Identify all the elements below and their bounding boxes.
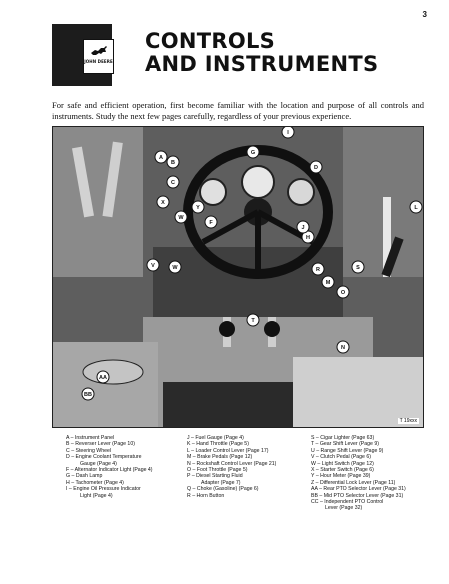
svg-text:W: W [172, 265, 178, 271]
legend-item: T – Gear Shift Lever (Page 9) [311, 441, 379, 448]
legend-item: V – Clutch Pedal (Page 6) [311, 454, 372, 461]
legend-item: C – Steering Wheel [66, 447, 111, 454]
page-number: 3 [422, 10, 427, 19]
legend-column-2 [187, 435, 311, 512]
svg-text:X: X [161, 200, 165, 206]
legend-item: G – Dash Lamp [66, 473, 103, 480]
svg-text:J: J [301, 225, 305, 231]
legend-item: R – Horn Button [187, 492, 225, 499]
svg-text:BB: BB [84, 392, 92, 398]
legend-item: M – Brake Pedals (Page 12) [187, 454, 253, 461]
john-deere-logo [83, 39, 114, 74]
legend-item: Z – Differential Lock Lever (Page 11) [311, 479, 396, 486]
legend-item: F – Alternator Indicator Light (Page 4) [66, 467, 153, 474]
legend-item: X – Starter Switch (Page 6) [311, 467, 374, 474]
legend-item: B – Reverser Lever (Page 10) [66, 441, 135, 448]
svg-text:T: T [251, 318, 255, 324]
title-line-2: AND INSTRUMENTS [145, 52, 379, 76]
callout-legend [66, 435, 436, 512]
controls-illustration [53, 127, 423, 427]
legend-item: BB – Mid PTO Selector Lever (Page 31) [311, 492, 404, 499]
tractor-controls-photo [52, 126, 424, 428]
figure-id: T 19xxx [399, 418, 417, 424]
svg-text:W: W [178, 215, 184, 221]
legend-item: O – Foot Throttle (Page 5) [187, 467, 248, 474]
legend-item: Y – Hour Meter (Page 39) [311, 473, 371, 480]
legend-item: AA – Rear PTO Selector Lever (Page 31) [311, 486, 406, 493]
deer-icon [89, 43, 109, 57]
legend-item: L – Loader Control Lever (Page 17) [187, 447, 269, 454]
legend-item: K – Hand Throttle (Page 5) [187, 441, 249, 448]
legend-item: N – Rockshaft Control Lever (Page 21) [187, 460, 277, 467]
svg-text:Y: Y [196, 205, 200, 211]
logo-text: JOHN DEERE [84, 59, 113, 64]
legend-column-1 [66, 435, 187, 512]
svg-text:G: G [250, 150, 256, 156]
legend-item: H – Tachometer (Page 4) [66, 479, 124, 486]
svg-text:V: V [151, 263, 155, 269]
svg-text:I: I [287, 130, 289, 136]
svg-text:N: N [341, 345, 345, 351]
svg-text:M: M [325, 280, 331, 286]
legend-item: P – Diesel Starting Fluid Adapter (Page 7) [187, 473, 243, 486]
legend-item: CC – Independent PTO Control Lever (Page 32) [311, 499, 384, 512]
legend-item: I – Engine Oil Pressure Indicator Light (Page 4) [66, 486, 141, 499]
svg-text:S: S [356, 265, 360, 271]
svg-text:R: R [316, 267, 320, 273]
legend-item: W – Light Switch (Page 12) [311, 460, 374, 467]
legend-item: Q – Choke (Gasoline) (Page 6) [187, 486, 259, 493]
svg-text:A: A [159, 155, 163, 161]
legend-item: D – Engine Coolant Temperature Gauge (Page 4) [66, 454, 142, 467]
svg-text:AA: AA [99, 375, 107, 381]
title-line-1: CONTROLS [145, 29, 276, 53]
svg-text:D: D [314, 165, 318, 171]
svg-text:C: C [171, 180, 175, 186]
legend-column-3 [311, 435, 436, 512]
svg-text:B: B [171, 160, 175, 166]
legend-item: J – Fuel Gauge (Page 4) [187, 435, 244, 441]
legend-item: U – Range Shift Lever (Page 9) [311, 447, 384, 454]
svg-text:H: H [306, 235, 310, 241]
legend-item: A – Instrument Panel [66, 435, 115, 441]
page-title [145, 30, 378, 76]
svg-text:F: F [209, 220, 213, 226]
legend-item: S – Cigar Lighter (Page 63) [311, 435, 375, 441]
svg-text:O: O [340, 290, 346, 296]
intro-paragraph: For safe and efficient operation, first become familiar with the location and purpose of all controls and instruments. Study the next few pages carefully, regardless of your previous experience. [52, 100, 424, 121]
svg-text:L: L [414, 205, 418, 211]
